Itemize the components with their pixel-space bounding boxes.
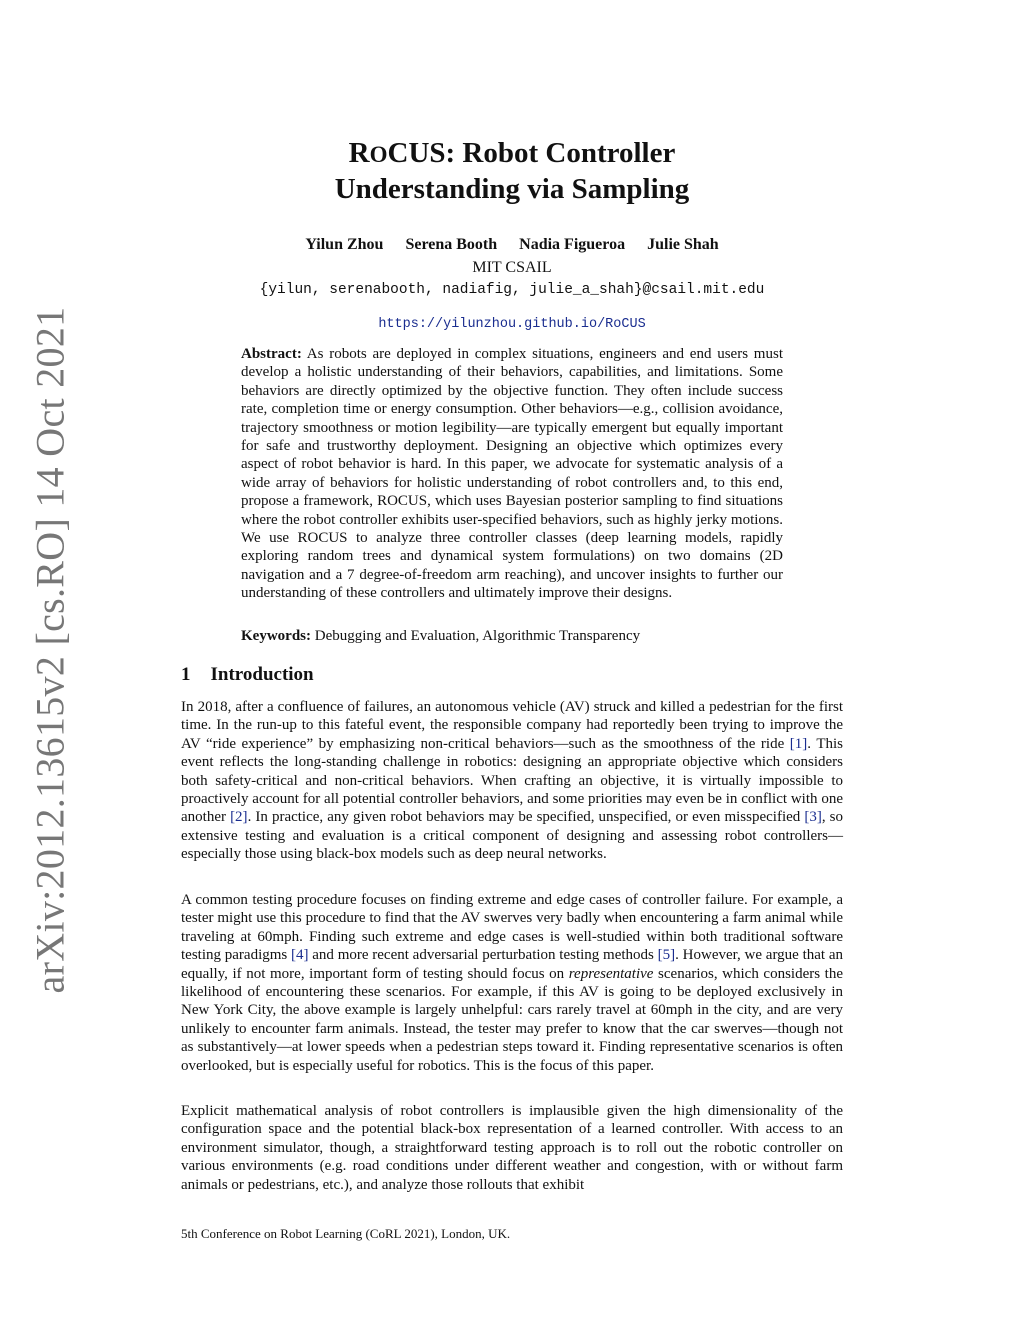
emphasis-text: representative xyxy=(568,965,654,982)
paper-title xyxy=(0,136,1024,206)
abstract xyxy=(241,345,783,603)
title-line-1 xyxy=(0,136,1024,172)
affiliation: MIT CSAIL xyxy=(472,259,552,276)
paragraph-text: and more recent adversarial perturbation testing methods xyxy=(308,947,658,964)
title-line-2: Understanding via Sampling xyxy=(334,173,690,205)
keywords-text: Debugging and Evaluation, Algorithmic Transparency xyxy=(314,628,641,644)
abstract-text: As robots are deployed in complex situations, engineers and end users must develop a holistic understanding of their behaviors, capabilities, and limitations. Some behaviors are directly optimized by the objective function. They often include success rate, completion time or energy consumption. Other behaviors—e.g., collision avoidance, trajectory smoothness or motion legibility—are typically emergent but equally important for safe and trustworthy deployment. Designing an objective which optimizes every aspect of robot behavior is hard. In this paper, we advocate for systematic analysis of a wide array of behaviors for holistic understanding of robot controllers and, to this end, propose a framework, ROCUS, which uses Bayesian posterior sampling to find situations where the robot controller exhibits user-specified behaviors, such as highly jerky motions. We use ROCUS to analyze three controller classes (deep learning models, rapidly exploring random trees and dynamical system formulations) on two domains (2D navigation and a 7 degree-of-freedom arm reaching), and uncover insights to further our understanding of these controllers and ultimately improve their designs. xyxy=(241,346,783,602)
citation-link[interactable]: [4] xyxy=(291,947,309,964)
intro-paragraph-1 xyxy=(181,698,843,864)
abstract-label: Abstract: xyxy=(241,346,302,362)
author-list xyxy=(0,236,1024,254)
project-url-link[interactable]: https://yilunzhou.github.io/RoCUS xyxy=(378,317,646,332)
paragraph-text: . However, we argue that an equally, if not more, important form of testing should focus on xyxy=(181,947,844,982)
section-number: 1 xyxy=(181,664,191,685)
author-name: Nadia Figueroa xyxy=(519,236,626,253)
author-name: Julie Shah xyxy=(647,236,719,253)
keywords xyxy=(241,628,783,645)
intro-paragraph-2 xyxy=(181,891,843,1075)
paragraph-text: A common testing procedure focuses on finding extreme and edge cases of controller failure. For example, a tester might use this procedure to find that the AV swerves very badly when encountering a farm animal while traveling at 60mph. Finding such extreme and edge cases is well-studied within both traditional software testing paradigms xyxy=(181,892,843,964)
paragraph-text: . This event reflects the long-standing challenge in robotics: designing an appropriate objective which considers both safety-critical and non-critical behaviors. When crafting an objective, it is virtually impossible to proactively account for all potential controller behaviors, and some priorities may even be in conflict with one another xyxy=(181,735,843,826)
section-heading xyxy=(181,664,314,686)
section-title: Introduction xyxy=(210,664,314,685)
keywords-label: Keywords: xyxy=(241,628,311,644)
paragraph-text: . In practice, any given robot behaviors may be specified, unspecified, or even misspecified xyxy=(247,809,805,826)
title-initial-r: R xyxy=(348,137,370,169)
paragraph-text: , so extensive testing and evaluation is a critical component of designing and assessing robot controllers—especially those using black-box models such as deep neural networks. xyxy=(181,809,844,863)
intro-paragraph-3: Explicit mathematical analysis of robot controllers is implausible given the high dimensionality of the configuration space and the potential black-box representation of a learned controller. With access to an environment simulator, though, a straightforward testing approach is to roll out the robotic controller on various environments (e.g. road conditions under different weather and congestion, with or without farm animals or pedestrians, etc.), and analyze those rollouts that exhibit xyxy=(181,1103,843,1193)
paragraph-text: In 2018, after a confluence of failures, an autonomous vehicle (AV) struck and killed a pedestrian for the first time. In the run-up to this fateful event, the responsible company had reportedly been trying to improve the AV “ride experience” by emphasizing non-critical behaviors—such as the smoothness of the ride xyxy=(181,699,843,752)
author-name: Yilun Zhou xyxy=(305,236,384,253)
citation-link[interactable]: [1] xyxy=(789,735,808,752)
citation-link[interactable]: [2] xyxy=(230,809,248,826)
paragraph-text: scenarios, which considers the likelihood of encountering these scenarios. For example, if this AV is going to be deployed exclusively in New York City, the above example is largely unhelpful: cars rarely travel at 60mph in the city, and are very unlikely to encounter farm animals. Instead, the tester may prefer to know that the car swerves—though not as substantively—at lower speeds when a pedestrian steps toward it. Finding representative scenarios is often overlooked, but is especially useful for robotics. This is the focus of this paper. xyxy=(181,965,843,1074)
arxiv-identifier: arXiv:2012.13615v2 [cs.RO] 14 Oct 2021 xyxy=(27,306,73,994)
author-emails: {yilun, serenabooth, nadiafig, julie_a_shah}@csail.mit.edu xyxy=(259,282,765,298)
arxiv-sidebar xyxy=(18,306,82,994)
conference-footer: 5th Conference on Robot Learning (CoRL 2021), London, UK. xyxy=(181,1226,511,1241)
title-line-1-rest: CUS: Robot Controller xyxy=(387,137,676,169)
citation-link[interactable]: [3] xyxy=(804,809,822,826)
title-small-caps-o: O xyxy=(369,142,388,167)
citation-link[interactable]: [5] xyxy=(657,947,676,964)
author-name: Serena Booth xyxy=(405,236,498,253)
